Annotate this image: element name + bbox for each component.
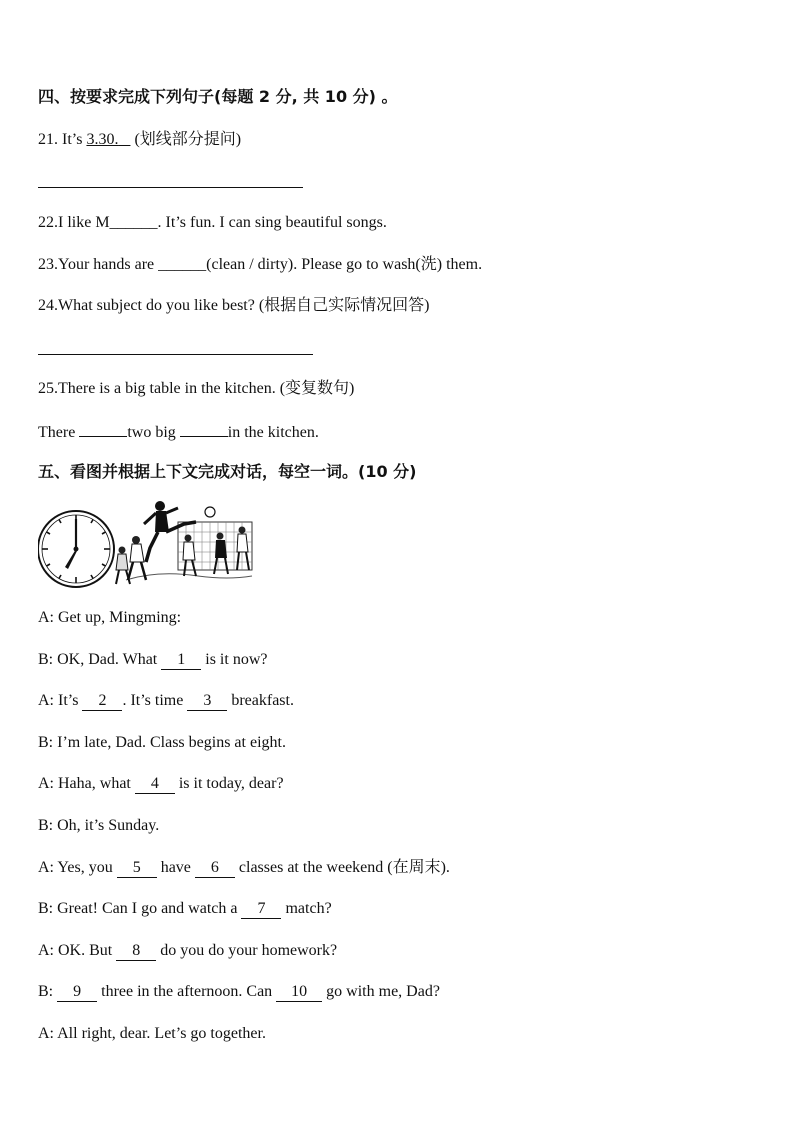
- numbered-blank-9[interactable]: 9: [57, 983, 97, 1002]
- numbered-blank-8[interactable]: 8: [116, 942, 156, 961]
- dialogue-line: [38, 982, 440, 1002]
- question-22: 22.I like M______. It’s fun. I can sing beautiful songs.: [38, 214, 387, 231]
- figure-svg: [38, 500, 258, 592]
- dialogue-text: A: It’s: [38, 692, 83, 710]
- dialogue-text: have: [156, 858, 195, 876]
- dialogue-line: A: Get up, Mingming:: [38, 609, 182, 626]
- numbered-blank-1[interactable]: 1: [161, 651, 201, 670]
- blank-25a[interactable]: [79, 421, 127, 437]
- dialogue-text: B: Great! Can I go and watch a: [38, 900, 242, 918]
- question-23: 23.Your hands are ______(clean / dirty). Please go to wash(洗) them.: [38, 256, 483, 273]
- dialogue-line: [38, 691, 294, 711]
- section-4-heading: 四、按要求完成下列句子(每题 2 分, 共 10 分) 。: [38, 87, 398, 106]
- dialogue-text: go with me, Dad?: [322, 983, 440, 1001]
- answer-line-24[interactable]: [38, 354, 313, 355]
- question-24: 24.What subject do you like best? (根据自己实际情况回答): [38, 297, 430, 314]
- dialogue-text: B: OK, Dad. What: [38, 650, 162, 668]
- dialogue-text: B:: [38, 983, 58, 1001]
- dialogue-text: classes at the weekend (在周末).: [234, 858, 450, 876]
- q21-prefix: 21. It’s: [38, 131, 87, 148]
- numbered-blank-7[interactable]: 7: [241, 900, 281, 919]
- dialogue-text: A: Yes, you: [38, 858, 117, 876]
- numbered-blank-4[interactable]: 4: [135, 775, 175, 794]
- numbered-blank-3[interactable]: 3: [187, 692, 227, 711]
- question-21: [38, 130, 241, 150]
- numbered-blank-2[interactable]: 2: [82, 692, 122, 711]
- section-5-heading: 五、看图并根据上下文完成对话，每空一词。(10 分): [38, 462, 417, 481]
- dialogue-text: A: OK. But: [38, 941, 117, 959]
- dialogue-text: three in the afternoon. Can: [97, 983, 277, 1001]
- dialogue-line: [38, 858, 450, 878]
- clock-icon: [38, 511, 114, 587]
- numbered-blank-5[interactable]: 5: [117, 859, 157, 878]
- dialogue-line: [38, 650, 267, 670]
- dialogue-text: match?: [281, 900, 332, 918]
- clock-and-football-figure: [38, 500, 258, 592]
- dialogue-text: . It’s time: [122, 692, 188, 710]
- dialogue-text: A: Haha, what: [38, 775, 135, 793]
- dialogue-text: do you do your homework?: [156, 941, 338, 959]
- dialogue-text: is it today, dear?: [174, 775, 284, 793]
- blank-25b[interactable]: [180, 421, 228, 437]
- question-25-answer: There two big in the kitchen.: [38, 421, 319, 443]
- dialogue-text: is it now?: [201, 650, 268, 668]
- dialogue-line: [38, 774, 284, 794]
- dialogue-text: breakfast.: [227, 692, 294, 710]
- question-25: 25.There is a big table in the kitchen. (变复数句): [38, 380, 355, 397]
- q21-instruction: (划线部分提问): [130, 131, 242, 148]
- numbered-blank-6[interactable]: 6: [195, 859, 235, 878]
- dialogue-line: A: All right, dear. Let’s go together.: [38, 1025, 266, 1042]
- dialogue-line: [38, 941, 337, 961]
- dialogue-line: B: I’m late, Dad. Class begins at eight.: [38, 733, 286, 751]
- dialogue-line: B: Oh, it’s Sunday.: [38, 817, 160, 834]
- q21-underlined-answer: 3.30.: [86, 131, 119, 148]
- numbered-blank-10[interactable]: 10: [276, 983, 322, 1002]
- football-players-icon: [116, 501, 252, 584]
- answer-line-21[interactable]: [38, 187, 303, 188]
- dialogue-line: [38, 899, 332, 919]
